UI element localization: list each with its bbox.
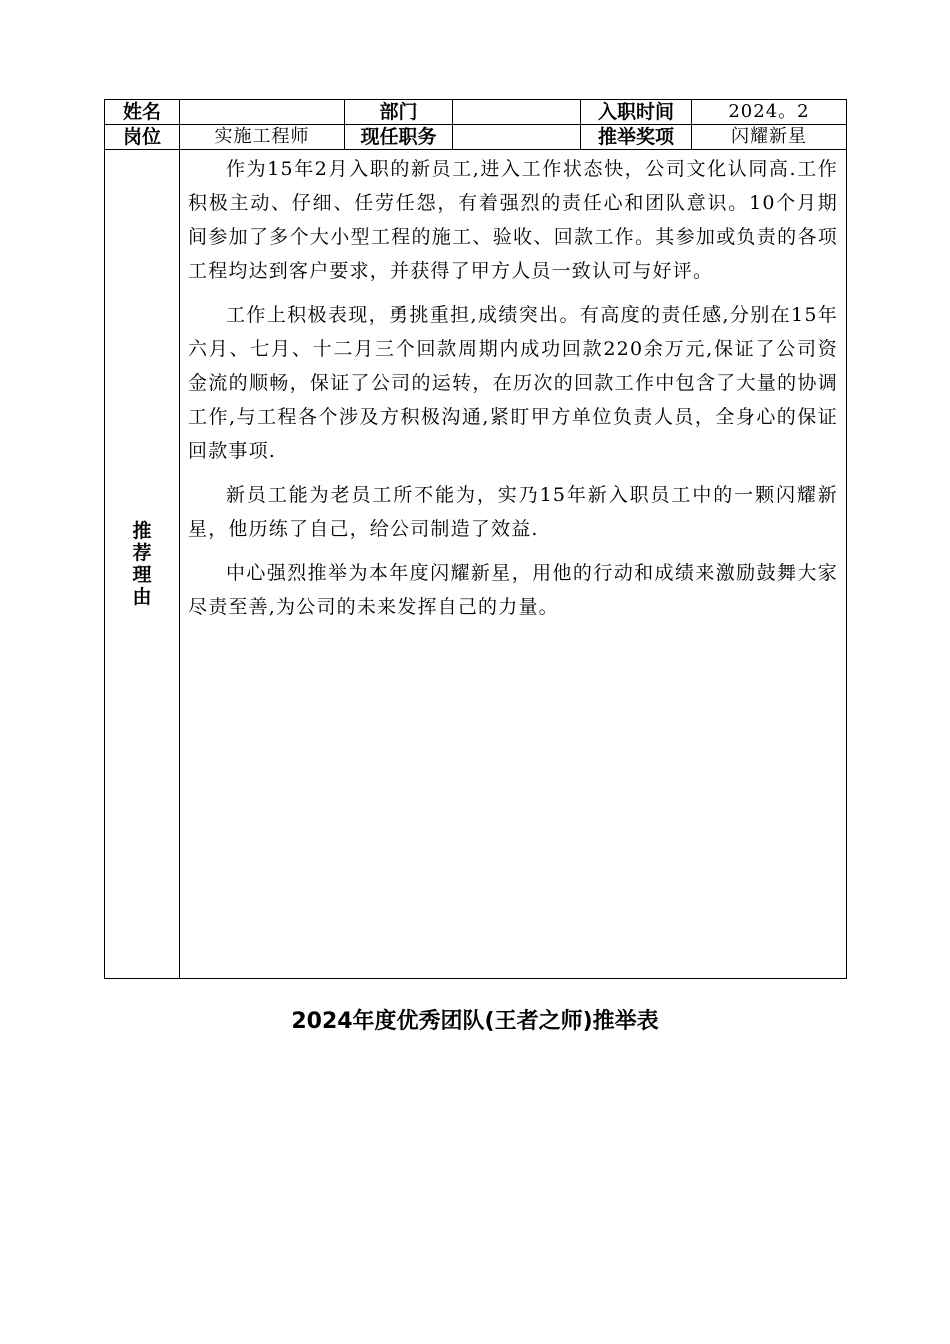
department-field[interactable] [453,100,581,125]
hire-date-label: 入职时间 [581,100,692,125]
form-row-basic-info [105,100,847,125]
reason-label-cell [105,150,180,979]
position-field[interactable]: 实施工程师 [180,125,345,150]
form-row-position-info [105,125,847,150]
reason-label: 推荐理由 [132,520,152,608]
hire-date-field[interactable]: 2024。2 [692,100,847,125]
page-title: 2024年度优秀团队(王者之师)推举表 [291,1009,659,1034]
name-field[interactable] [180,100,345,125]
form-row-reason [105,150,847,979]
current-title-field[interactable] [453,125,581,150]
reason-paragraph: 作为15年2月入职的新员工,进入工作状态快，公司文化认同高.工作积极主动、仔细、任劳任怨，有着强烈的责任心和团队意识。10个月期间参加了多个大小型工程的施工、验收、回款工作。其参加或负责的各项工程均达到客户要求，并获得了甲方人员一致认可与好评。 [188,158,838,282]
nomination-form-table [104,99,847,979]
reason-paragraph: 新员工能为老员工所不能为，实乃15年新入职员工中的一颗闪耀新星，他历练了自己，给公司制造了效益. [188,484,838,540]
department-label: 部门 [345,100,453,125]
position-label: 岗位 [105,125,180,150]
reason-text-area[interactable] [180,150,847,979]
reason-paragraph: 工作上积极表现，勇挑重担,成绩突出。有高度的责任感,分别在15年六月、七月、十二月三个回款周期内成功回款220余万元,保证了公司资金流的顺畅，保证了公司的运转，在历次的回款工作中包含了大量的协调工作,与工程各个涉及方积极沟通,紧盯甲方单位负责人员，全身心的保证回款事项. [188,304,838,462]
name-label: 姓名 [105,100,180,125]
award-field[interactable]: 闪耀新星 [692,125,847,150]
current-title-label: 现任职务 [345,125,453,150]
reason-paragraph: 中心强烈推举为本年度闪耀新星，用他的行动和成绩来激励鼓舞大家尽责至善,为公司的未来发挥自己的力量。 [188,562,838,618]
award-label: 推举奖项 [581,125,692,150]
